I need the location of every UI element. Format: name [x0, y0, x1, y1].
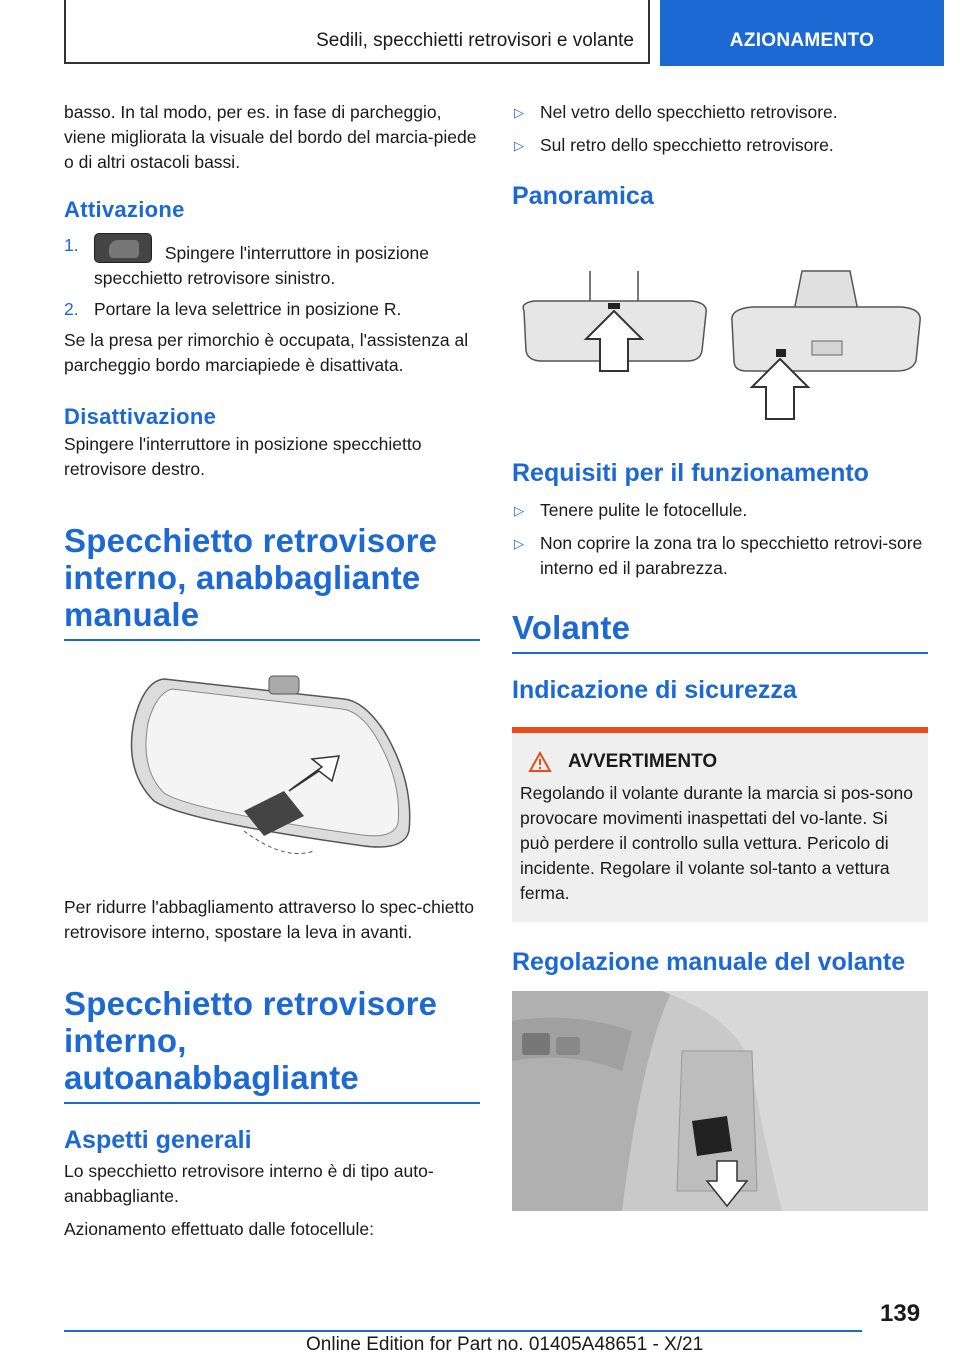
auto-mirror-heading: Specchietto retrovisore interno, autoanabbagliante	[64, 985, 480, 1104]
page-number: 139	[880, 1300, 921, 1327]
list-item-text: Tenere pulite le fotocellule.	[540, 500, 748, 520]
triangle-bullet-icon: ▷	[514, 138, 524, 153]
header-section-box	[64, 0, 650, 64]
mirror-switch-icon	[94, 233, 152, 263]
photocell-list	[512, 100, 928, 158]
right-column	[512, 100, 928, 1211]
activation-steps	[64, 233, 480, 322]
step-text: Portare la leva selettrice in posizione R.	[94, 299, 402, 319]
step-number: 1.	[64, 235, 79, 255]
intro-paragraph: basso. In tal modo, per es. in fase di parcheggio, viene migliorata la visuale del bordo del marcia-piede o di altri ostacoli bassi.	[64, 102, 477, 172]
steering-adjustment-photo	[512, 991, 928, 1211]
mirror-overview-illustration	[512, 221, 928, 451]
disattivazione-text: Spingere l'interruttore in posizione specchietto retrovisore destro.	[64, 434, 422, 479]
auto-mirror-text-1: Lo specchietto retrovisore interno è di tipo auto-anabbagliante.	[64, 1161, 434, 1206]
step-item	[64, 297, 480, 322]
list-item-text: Non coprire la zona tra lo specchietto retrovi-sore interno ed il parabrezza.	[540, 533, 923, 578]
manual-steering-heading: Regolazione manuale del volante	[512, 948, 906, 976]
step-number: 2.	[64, 299, 79, 319]
triangle-bullet-icon: ▷	[514, 105, 524, 120]
volante-heading: Volante	[512, 609, 928, 654]
footer-edition: Online Edition for Part no. 01405A48651 - X/21	[306, 1334, 704, 1355]
list-item	[512, 100, 928, 125]
sicurezza-heading: Indicazione di sicurezza	[512, 676, 797, 704]
triangle-bullet-icon: ▷	[514, 503, 524, 518]
list-item	[512, 133, 928, 158]
warning-box	[512, 727, 928, 922]
manual-mirror-heading: Specchietto retrovisore interno, anabbagliante manuale	[64, 522, 480, 641]
header-tab[interactable]	[660, 0, 944, 66]
warning-triangle-icon	[528, 751, 552, 773]
list-item	[512, 498, 928, 523]
attivazione-heading: Attivazione	[64, 197, 185, 222]
list-item	[512, 531, 928, 581]
manual-mirror-text: Per ridurre l'abbagliamento attraverso lo spec-chietto retrovisore interno, spostare la leva in avanti.	[64, 897, 474, 942]
left-column	[64, 100, 480, 1250]
step-item	[64, 233, 480, 291]
auto-mirror-text-2: Azionamento effettuato dalle fotocellule:	[64, 1219, 375, 1239]
step-text: Spingere l'interruttore in posizione specchietto retrovisore sinistro.	[94, 243, 429, 288]
requisiti-list	[512, 498, 928, 581]
list-item-text: Nel vetro dello specchietto retrovisore.	[540, 102, 838, 122]
trailer-note: Se la presa per rimorchio è occupata, l'assistenza al parcheggio bordo marciapiede è disattivata.	[64, 330, 469, 375]
panoramica-heading: Panoramica	[512, 182, 654, 210]
list-item-text: Sul retro dello specchietto retrovisore.	[540, 135, 834, 155]
warning-title-row	[520, 751, 920, 773]
warning-title: AVVERTIMENTO	[568, 751, 718, 772]
header-tab-label: AZIONAMENTO	[729, 30, 875, 51]
header-section-title: Sedili, specchietti retrovisori e volante	[316, 30, 634, 51]
manual-mirror-illustration	[64, 661, 480, 881]
triangle-bullet-icon: ▷	[514, 536, 524, 551]
warning-text: Regolando il volante durante la marcia si pos-sono provocare movimenti inaspettati del vo-lante. Si può perdere il controllo sulla vettura. Pericolo di incidente. Regolare il volante sol-tanto a vettura ferma.	[520, 783, 914, 903]
requisiti-heading: Requisiti per il funzionamento	[512, 459, 869, 487]
aspetti-generali-heading: Aspetti generali	[64, 1126, 252, 1154]
footer-divider	[64, 1330, 862, 1332]
disattivazione-heading: Disattivazione	[64, 404, 217, 429]
